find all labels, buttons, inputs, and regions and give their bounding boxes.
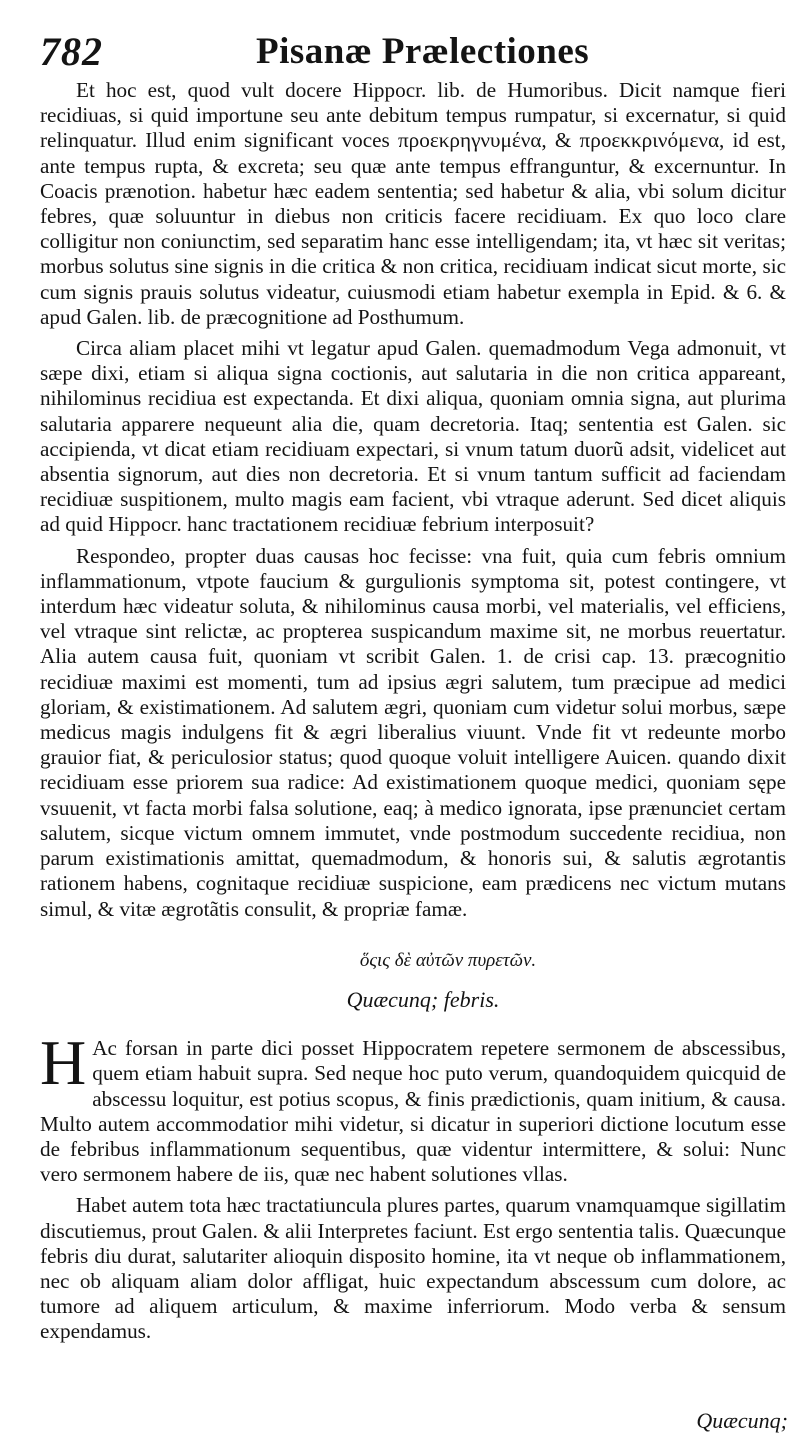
drop-cap-initial: H (40, 1027, 87, 1099)
page-number: 782 (40, 29, 103, 74)
greek-lemma-heading: ὅςις δὲ αὐτῶν πυρετῶν. (359, 949, 537, 971)
paragraph: Habet autem tota hæc tractatiuncula plures partes, quarum vnamquamque sigillatim discutiemus, prout Galen. & alii Interpretes faciunt. Est ergo sententia talis. Quæcunque febris diu durat, salutariter alioquin disposito homine, ita vt neque ob inflammationem, nec ob aliquam aliam dolor affligat, huic expectandum abscessum cum dolore, ac tumore ad aliquem articulum, & maxime inferriorum. Modo verba & sensum expendamus. (40, 1193, 786, 1344)
paragraph: Et hoc est, quod vult docere Hippocr. lib. de Humoribus. Dicit namque fieri recidiuas, si quid importune seu ante debitum tempus rumpatur, si excernatur, si quid relinquatur. Illud enim significant voces προεκρηγνυμένα, & προεκκρινόμενα, id est, ante tempus rupta, & excreta; seu quæ ante tempus effranguntur, & excernuntur. In Coacis prænotion. habetur hæc eadem sententia; sed habetur & alia, vbi solum dicitur febres, quæ soluuntur in diebus non criticis facere recidiuam. Ex quo loco clare colligitur non coniunctim, sed separatim hanc esse intelligendam; ita, vt hæc sit veritas; morbus solutus sine signis in die critica & non critica, recidiuam indicat sicut morte, sic cum signis prauis solutus videatur, cuiusmodi etiam habetur exempla in Epid. & 6. & apud Galen. lib. de præcognitione ad Posthumum. (40, 78, 786, 329)
dropcap-paragraph-text: Ac forsan in parte dici posset Hippocratem repetere sermonem de abscessibus, quem etiam habuit supra. Sed neque hoc puto verum, quandoquidem quicquid de abscessu loquitur, est potius scopus, & finis prædictionis, quam initium, & causa. Multo autem accommodatior mihi videtur, si dicatur in superiori dictione locutum esse de febribus inflammationum sequentibus, quæ videntur intermittere, & solui: Nunc vero sermonem habere de iis, quæ nec habent solutiones vllas. (40, 1036, 786, 1187)
catchword: Quæcunq; (696, 1408, 788, 1433)
running-title: Pisanæ Prælectiones (256, 31, 590, 72)
paragraph: Respondeo, propter duas causas hoc fecisse: vna fuit, quia cum febris omnium inflammationum, vtpote faucium & gurgulionis symptoma sit, potest contingere, vt interdum hæc videatur soluta, & nihilominus causa morbi, vel materialis, vel efficiens, vel vtraque sint relictæ, ac propterea suspicandum maxime sit, ne morbus reuertatur. Alia autem causa fuit, quoniam vt scribit Galen. 1. de crisi cap. 13. præcognitio recidiuæ maximi est momenti, tum ad ipsius ægri salutem, tum præcipue ad medici gloriam, & existimationem. Ad salutem ægri, quoniam cum videtur solui morbus, sæpe medicus magis indulgens fit & ægri liberalius viuunt. Vnde fit vt redeunte morbo grauior fiat, & periculosior status; quod quoque voluit intelligere Auicen. quando dixit recidiuam esse priorem sua radice: Ad existimationem quoque medici, quoniam sępe vsuuenit, vt facta morbi falsa solutione, eaq; à medico ignorata, ipse prænunciet certam salutem, sicque victum omnem immutet, vnde postmodum succedente recidiua, non parum existimationis amittat, quemadmodum, & honoris sui, & salutis ægrotantis rationem habens, cognitaque recidiuæ suspicione, eam prædicens nec victum mutans simul, & vitæ ægrotãtis consulit, & propriæ famæ. (40, 543, 786, 921)
latin-lemma-heading: Quæcunq; febris. (346, 986, 500, 1012)
body-text (40, 78, 786, 1345)
dropcap-paragraph (40, 1027, 786, 1187)
paragraph: Circa aliam placet mihi vt legatur apud Galen. quemadmodum Vega admonuit, vt sæpe dixi, etiam si aliqua signa coctionis, aut salutaria in die non critica appareant, nihilominus recidiua est expectanda. Et dixi aliqua, quoniam omnia signa, aut plurima salutaria apparere nequeunt alia die, quam decretoria. Itaq; sententia est Galen. sic accipienda, vt dicat etiam recidiuam expectari, si vnum tatum duorũ adsit, videlicet aut absentia signorum, aut dies non decretoria. Et si vnum tantum sufficit ad faciendam recidiuæ suspitionem, multo magis eam facient, vbi vtraque aderunt. Sed dicet aliquis ad quid Hippocr. hanc tractationem recidiuæ febrium interposuit? (40, 336, 786, 537)
page-header (40, 22, 786, 78)
